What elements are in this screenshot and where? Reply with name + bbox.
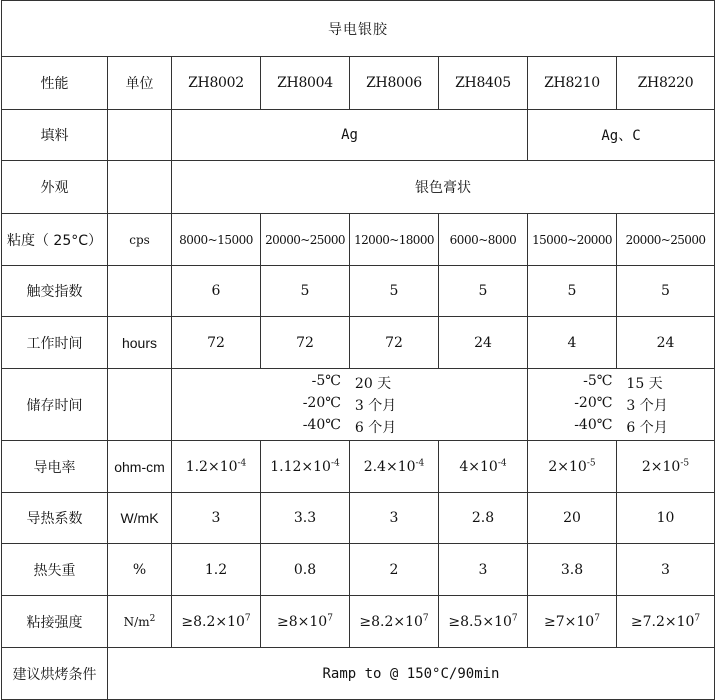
value-cell: 2 [350, 544, 439, 596]
value-base: ≥8.5×10 [448, 613, 512, 630]
value-base: ≥8.2×10 [359, 613, 423, 630]
storage-temp: -20℃ [302, 394, 341, 411]
value-cell: 20000~25000 [617, 214, 715, 266]
appearance-row [2, 161, 715, 214]
viscosity-row [2, 214, 715, 266]
value-cell [528, 596, 617, 648]
value-cell: 20 [528, 493, 617, 544]
storage-temp: -5℃ [311, 372, 341, 389]
filler-value: Ag、C [528, 110, 715, 161]
storage-list [574, 373, 668, 437]
value-cell: 5 [617, 266, 715, 317]
value-cell: 6 [172, 266, 261, 317]
value-base: 4×10 [459, 458, 498, 475]
model-header: ZH8210 [528, 57, 617, 110]
value-base: 1.2×10 [185, 458, 238, 475]
unit-cell [108, 266, 172, 317]
value-exponent: -5 [680, 457, 690, 468]
row-label: 导热系数 [2, 493, 108, 544]
value-cell: 5 [261, 266, 350, 317]
storage-temp: -40℃ [574, 416, 613, 433]
row-label: 粘接强度 [2, 596, 108, 648]
value-cell: 24 [617, 317, 715, 369]
storage-time: 6 个月 [354, 419, 397, 436]
model-header: ZH8006 [350, 57, 439, 110]
value-cell [172, 596, 261, 648]
unit-header: 单位 [108, 57, 172, 110]
value-cell: 5 [350, 266, 439, 317]
storage-time: 15 天 [626, 375, 663, 392]
value-cell: 3.3 [261, 493, 350, 544]
unit-cell: % [108, 544, 172, 596]
value-base: 2×10 [641, 458, 681, 475]
value-cell: 12000~18000 [350, 214, 439, 266]
curing-value: Ramp to @ 150°C/90min [108, 648, 715, 700]
value-cell: 3 [617, 544, 715, 596]
value-cell: 6000~8000 [439, 214, 528, 266]
value-base: ≥8.2×10 [181, 613, 245, 630]
storage-time: 3 个月 [354, 397, 397, 414]
row-label: 填料 [2, 110, 108, 161]
value-cell: 24 [439, 317, 528, 369]
value-base: 2.4×10 [363, 458, 416, 475]
thermal-row [2, 493, 715, 544]
thixotropy-row [2, 266, 715, 317]
unit-cell [108, 161, 172, 214]
value-cell: 3 [439, 544, 528, 596]
storage-temp: -5℃ [583, 372, 613, 389]
value-cell: 5 [528, 266, 617, 317]
value-cell [261, 441, 350, 493]
model-header: ZH8004 [261, 57, 350, 110]
value-cell [350, 596, 439, 648]
value-cell [439, 441, 528, 493]
value-exponent: 7 [594, 612, 600, 623]
value-cell: 5 [439, 266, 528, 317]
value-base: ≥8×10 [277, 613, 328, 630]
value-cell: 1.2 [172, 544, 261, 596]
value-cell [617, 596, 715, 648]
value-cell [172, 441, 261, 493]
value-cell: 2.8 [439, 493, 528, 544]
unit-cell [108, 596, 172, 648]
unit-cell: W/mK [108, 493, 172, 544]
value-cell: 15000~20000 [528, 214, 617, 266]
row-label: 外观 [2, 161, 108, 214]
filler-value: Ag [172, 110, 528, 161]
filler-row [2, 110, 715, 161]
row-label: 触变指数 [2, 266, 108, 317]
storage-time: 20 天 [354, 375, 392, 392]
value-exponent: -4 [497, 457, 507, 468]
header-row [2, 57, 715, 110]
unit-cell: ohm-cm [108, 441, 172, 493]
value-exponent: -4 [330, 457, 340, 468]
value-cell [617, 441, 715, 493]
row-label: 工作时间 [2, 317, 108, 369]
value-cell: 4 [528, 317, 617, 369]
storage-temp: -20℃ [574, 394, 613, 411]
value-exponent: 7 [422, 612, 429, 623]
unit-cell: cps [108, 214, 172, 266]
storage-list [303, 373, 397, 437]
table-title: 导电银胶 [2, 1, 715, 57]
storage-time: 6 个月 [626, 419, 668, 436]
value-cell: 3 [350, 493, 439, 544]
value-exponent: 7 [327, 612, 333, 623]
row-label: 储存时间 [2, 369, 108, 441]
unit-cell [108, 110, 172, 161]
appearance-value: 银色膏状 [172, 161, 715, 214]
storage-time: 3 个月 [626, 397, 668, 414]
unit-exponent: 2 [149, 613, 156, 624]
storage-row [2, 369, 715, 441]
value-base: ≥7×10 [544, 613, 595, 630]
storage-value [528, 369, 715, 441]
unit-base: N/m [123, 614, 150, 629]
value-cell [439, 596, 528, 648]
value-exponent: -5 [586, 457, 596, 468]
value-cell: 3 [172, 493, 261, 544]
unit-cell: hours [108, 317, 172, 369]
value-cell: 72 [261, 317, 350, 369]
row-label: 建议烘烤条件 [2, 648, 108, 700]
row-label: 粘度（ 25°C） [2, 214, 108, 266]
value-cell: 8000~15000 [172, 214, 261, 266]
value-cell: 72 [350, 317, 439, 369]
row-label: 导电率 [2, 441, 108, 493]
resistivity-row [2, 441, 715, 493]
value-base: 2×10 [548, 458, 587, 475]
value-cell: 72 [172, 317, 261, 369]
value-exponent: -4 [237, 457, 247, 468]
value-exponent: -4 [415, 457, 425, 468]
model-header: ZH8002 [172, 57, 261, 110]
value-cell: 0.8 [261, 544, 350, 596]
worktime-row [2, 317, 715, 369]
row-label: 热失重 [2, 544, 108, 596]
storage-value [172, 369, 528, 441]
value-cell [261, 596, 350, 648]
property-header: 性能 [2, 57, 108, 110]
curing-row [2, 648, 715, 700]
weightloss-row [2, 544, 715, 596]
unit-cell [108, 369, 172, 441]
value-base: ≥7.2×10 [630, 613, 695, 630]
value-base: 1.12×10 [270, 458, 331, 475]
value-exponent: 7 [511, 612, 518, 623]
model-header: ZH8405 [439, 57, 528, 110]
value-exponent: 7 [694, 612, 701, 623]
value-cell [350, 441, 439, 493]
value-cell: 3.8 [528, 544, 617, 596]
model-header: ZH8220 [617, 57, 715, 110]
value-cell: 20000~25000 [261, 214, 350, 266]
value-cell [528, 441, 617, 493]
storage-temp: -40℃ [302, 416, 341, 433]
adhesion-row [2, 596, 715, 648]
spec-table [1, 0, 715, 700]
value-exponent: 7 [244, 612, 251, 623]
value-cell: 10 [617, 493, 715, 544]
